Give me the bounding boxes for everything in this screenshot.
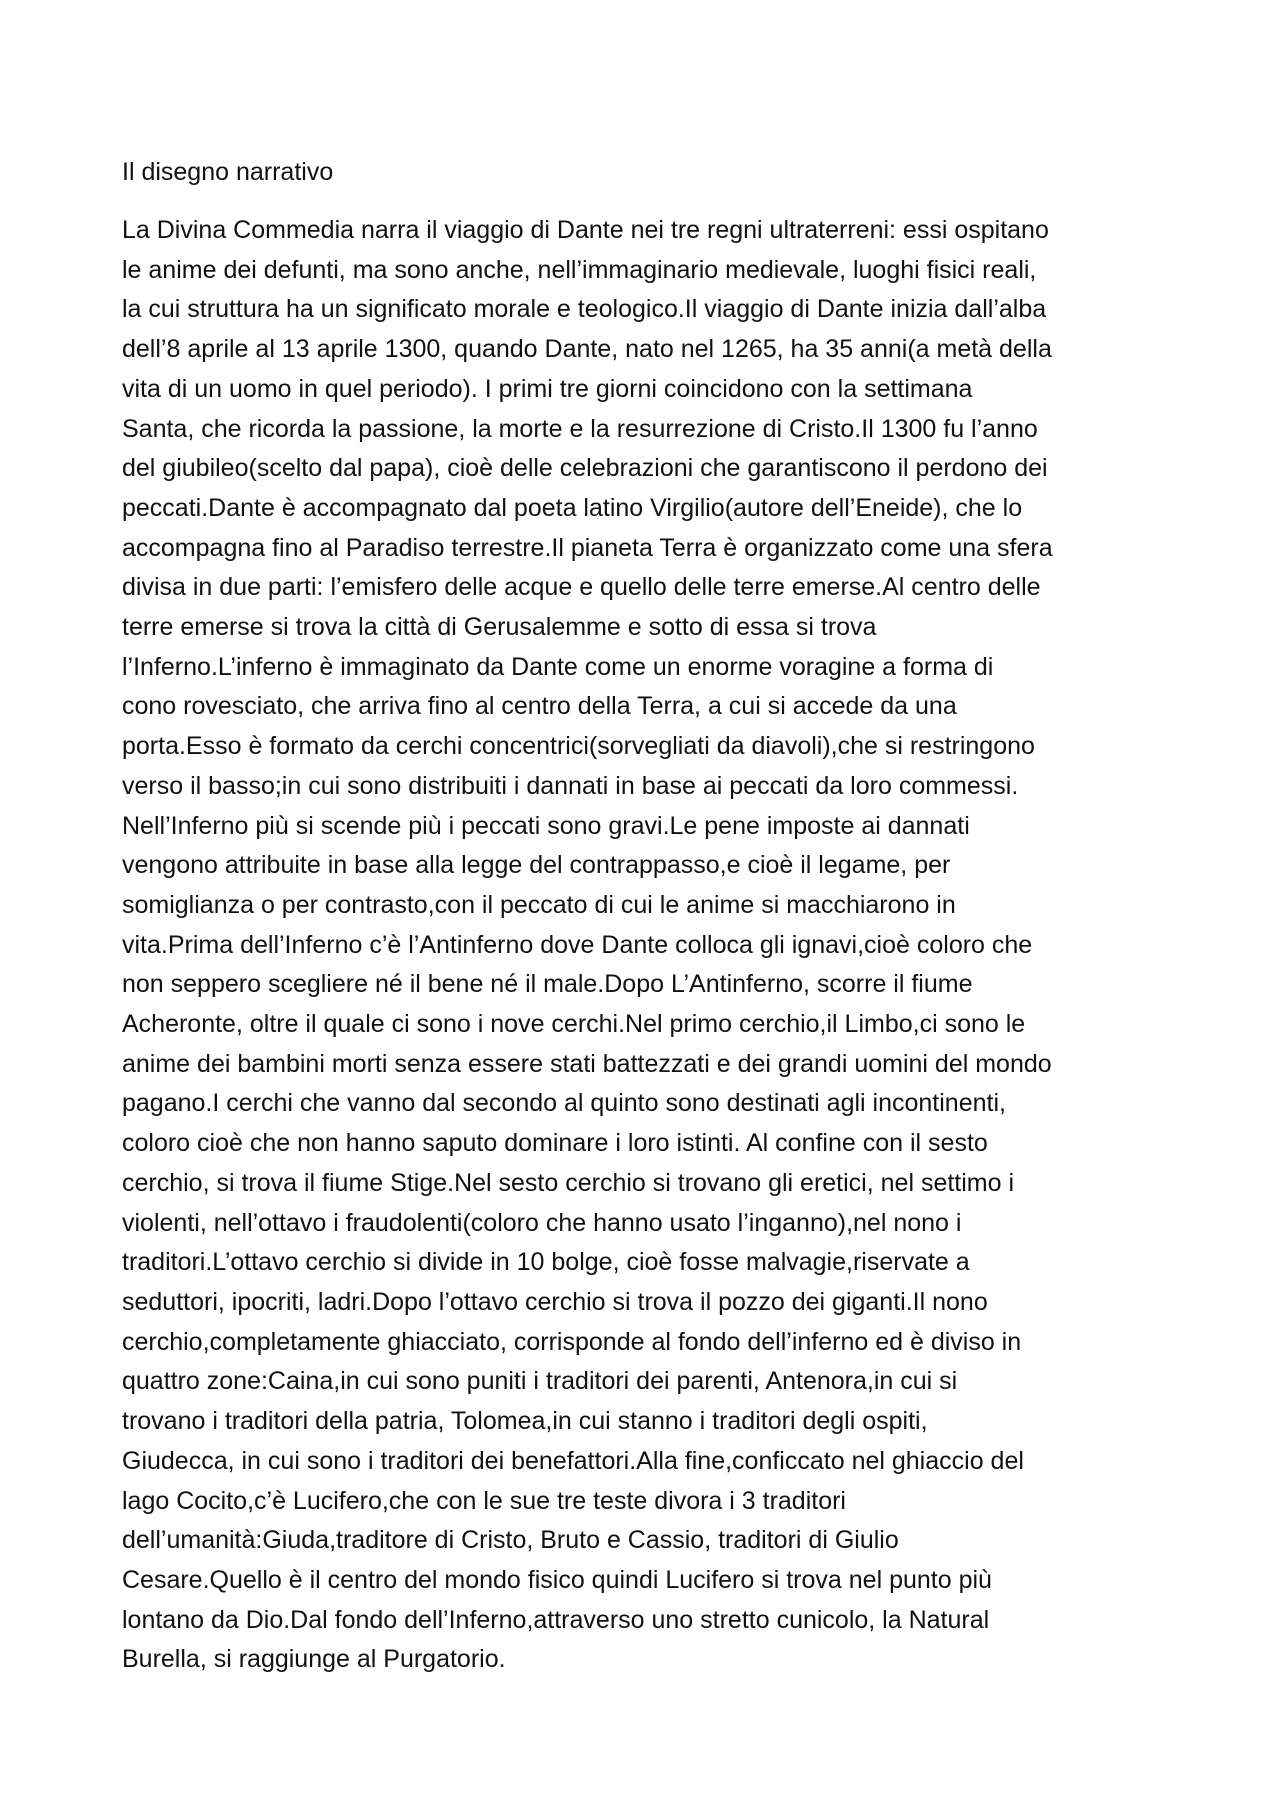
body-line: La Divina Commedia narra il viaggio di Dante nei tre regni ultraterreni: essi ospitano — [122, 216, 1049, 244]
body-line: cerchio, si trova il fiume Stige.Nel sesto cerchio si trovano gli eretici, nel settimo i — [122, 1168, 1015, 1197]
body-line: seduttori, ipocriti, ladri.Dopo l’ottavo cerchio si trova il pozzo dei giganti.Il nono — [122, 1287, 988, 1316]
body-line: anime dei bambini morti senza essere stati battezzati e dei grandi uomini del mondo — [122, 1049, 1052, 1078]
body-line: lontano da Dio.Dal fondo dell’Inferno,attraverso uno stretto cunicolo, la Natural — [122, 1605, 990, 1634]
body-line: dell’8 aprile al 13 aprile 1300, quando Dante, nato nel 1265, ha 35 anni(a metà della — [122, 335, 1052, 364]
body-line: verso il basso;in cui sono distribuiti i dannati in base ai peccati da loro commessi. — [122, 771, 1019, 800]
body-line: porta.Esso è formato da cerchi concentrici(sorvegliati da diavoli),che si restringono — [122, 732, 1035, 761]
body-line: non seppero scegliere né il bene né il male.Dopo L’Antinferno, scorre il fiume — [122, 970, 973, 999]
body-line: del giubileo(scelto dal papa), cioè delle celebrazioni che garantiscono il perdono dei — [122, 454, 1048, 483]
body-line: violenti, nell’ottavo i fraudolenti(coloro che hanno usato l’inganno),nel nono i — [122, 1208, 962, 1237]
body-line: accompagna fino al Paradiso terrestre.Il pianeta Terra è organizzato come una sfera — [122, 533, 1053, 562]
body-line: le anime dei defunti, ma sono anche, nell’immaginario medievale, luoghi fisici reali, — [122, 255, 1037, 284]
body-line: cono rovesciato, che arriva fino al centro della Terra, a cui si accede da una — [122, 692, 957, 721]
body-line: vita.Prima dell’Inferno c’è l’Antinferno dove Dante colloca gli ignavi,cioè coloro che — [122, 930, 1033, 959]
body-line: cerchio,completamente ghiacciato, corrisponde al fondo dell’inferno ed è diviso in — [122, 1327, 1022, 1356]
body-line: lago Cocito,c’è Lucifero,che con le sue tre teste divora i 3 traditori — [122, 1486, 846, 1515]
document-title: Il disegno narrativo — [122, 158, 334, 186]
body-line: somiglianza o per contrasto,con il peccato di cui le anime si macchiarono in — [122, 890, 956, 919]
body-line: coloro cioè che non hanno saputo dominare i loro istinti. Al confine con il sesto — [122, 1129, 988, 1158]
body-line: vita di un uomo in quel periodo). I primi tre giorni coincidono con la settimana — [122, 374, 973, 403]
body-line: trovano i traditori della patria, Tolomea,in cui stanno i traditori degli ospiti, — [122, 1407, 928, 1436]
body-line: terre emerse si trova la città di Gerusalemme e sotto di essa si trova — [122, 613, 877, 642]
body-line: quattro zone:Caina,in cui sono puniti i traditori dei parenti, Antenora,in cui si — [122, 1367, 958, 1396]
body-line: pagano.I cerchi che vanno dal secondo al quinto sono destinati agli incontinenti, — [122, 1089, 1006, 1118]
body-line: Nell’Inferno più si scende più i peccati sono gravi.Le pene imposte ai dannati — [122, 811, 970, 840]
body-line: Acheronte, oltre il quale ci sono i nove cerchi.Nel primo cerchio,il Limbo,ci sono le — [122, 1010, 1026, 1039]
body-line: vengono attribuite in base alla legge del contrappasso,e cioè il legame, per — [122, 851, 951, 880]
body-line: divisa in due parti: l’emisfero delle acque e quello delle terre emerse.Al centro delle — [122, 573, 1041, 602]
body-line: dell’umanità:Giuda,traditore di Cristo, Bruto e Cassio, traditori di Giulio — [122, 1526, 899, 1555]
body-line: peccati.Dante è accompagnato dal poeta latino Virgilio(autore dell’Eneide), che lo — [122, 493, 1023, 522]
body-line: Santa, che ricorda la passione, la morte e la resurrezione di Cristo.Il 1300 fu l’anno — [122, 414, 1038, 443]
body-line: l’Inferno.L’inferno è immaginato da Dante come un enorme voragine a forma di — [122, 652, 994, 681]
body-line: traditori.L’ottavo cerchio si divide in 10 bolge, cioè fosse malvagie,riservate a — [122, 1248, 970, 1277]
body-line: Cesare.Quello è il centro del mondo fisico quindi Lucifero si trova nel punto più — [122, 1565, 992, 1594]
body-line: Giudecca, in cui sono i traditori dei benefattori.Alla fine,conficcato nel ghiaccio del — [122, 1446, 1024, 1475]
body-line: la cui struttura ha un significato morale e teologico.Il viaggio di Dante inizia dall’alba — [122, 295, 1047, 324]
document-body — [122, 211, 1182, 1680]
body-line: Burella, si raggiunge al Purgatorio. — [122, 1645, 506, 1674]
